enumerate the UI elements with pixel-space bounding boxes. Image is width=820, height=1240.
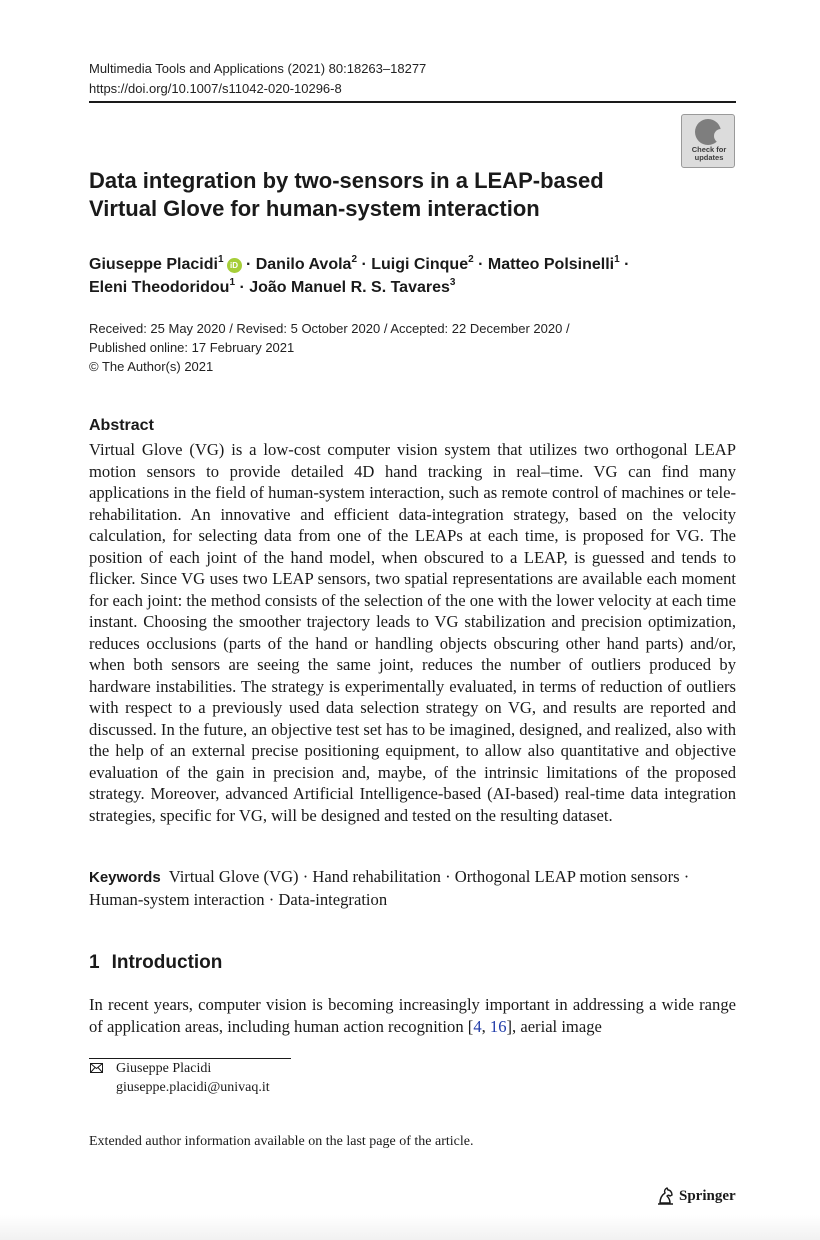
section-heading [89,950,222,976]
title-line-1: Data integration by two-sensors in a LEAP-based [89,168,604,193]
check-for-updates-icon [695,119,721,145]
title-line-2: Virtual Glove for human-system interaction [89,196,540,221]
citation-link[interactable]: 16 [489,1016,507,1036]
author-affiliation: 1 [217,253,224,265]
extended-author-info: Extended author information available on the last page of the article. [89,1134,474,1149]
author-name[interactable]: Luigi Cinque [371,256,469,273]
section-number: 1 [89,952,100,973]
envelope-icon [90,1063,103,1073]
author-affiliation: 1 [614,253,620,265]
corresponding-author-name: Giuseppe Placidi [116,1061,212,1076]
corresponding-author-email[interactable]: giuseppe.placidi@univaq.it [116,1080,270,1095]
abstract-heading: Abstract [89,417,154,434]
doi-link[interactable]: https://doi.org/10.1007/s11042-020-10296-8 [89,81,342,96]
springer-horse-icon [656,1186,676,1206]
keywords-text: Virtual Glove (VG) · Hand rehabilitation · Orthogonal LEAP motion sensors · Human-system interaction · Data-integration [89,867,690,909]
copyright-line: © The Author(s) 2021 [89,359,214,374]
intro-paragraph [89,994,736,1037]
intro-text-end: ], aerial image [506,1016,602,1036]
badge-label-2: updates [694,153,724,162]
author-name[interactable]: Giuseppe Placidi [89,256,218,273]
author-name[interactable]: João Manuel R. S. Tavares [249,279,450,296]
dates-line-2: Published online: 17 February 2021 [89,340,295,355]
dates-line-1: Received: 25 May 2020 / Revised: 5 October 2020 / Accepted: 22 December 2020 / [89,321,570,336]
author-affiliation: 2 [351,253,357,265]
author-affiliation: 1 [229,276,235,288]
abstract-text: Virtual Glove (VG) is a low-cost computer vision system that utilizes two orthogonal LEAP motion sensors to provide detailed 4D hand tracking in real–time. VG can find many applications in the field of human-system interaction, such as remote control of machines or tele-rehabilitation. An innovative and efficient data-integration strategy, based on the velocity calculation, for selecting data from one of the LEAPs at each time, is proposed for VG. The position of each joint of the hand model, when obscured to a LEAP, is guessed and tends to flicker. Since VG uses two LEAP sensors, two spatial representations are available each moment for each joint: the method consists of the selection of the one with the lower velocity at each time instant. Choosing the smoother trajectory leads to VG stabilization and precision optimization, reduces occlusions (parts of the hand or handling objects obscuring other hand parts) and/or, when both sensors are seeing the same joint, reduces the number of outliers produced by hardware instabilities. The strategy is experimentally evaluated, in terms of reduction of outliers with respect to a previously used data selection strategy on VG, and results are reported and discussed. In the future, an objective test set has to be imagined, designed, and realized, also with the help of an external precise positioning equipment, to allow also quantitative and objective evaluation of the gain in precision and, maybe, of the intrinsic limitations of the proposed strategy. Moreover, advanced Artificial Intelligence-based (AI-based) real-time data integration strategies, specific for VG, will be designed and tested on the resulting dataset. [89,440,736,825]
keywords-label: Keywords [89,869,161,886]
publisher-name: Springer [679,1187,736,1204]
orcid-icon[interactable]: iD [227,258,242,273]
footnote-rule [89,1058,291,1059]
author-affiliation: 3 [449,276,456,288]
section-title: Introduction [111,952,223,973]
badge-label-1: Check for [691,145,727,154]
publisher-logo [656,1185,736,1207]
keywords-block [89,866,736,910]
publication-dates [89,319,570,376]
citation-separator: , [481,1016,490,1036]
journal-header [89,59,426,99]
page-bottom-shade [0,1215,820,1240]
author-list: Giuseppe Placidi$^1$iD · Danilo Avola$^2$ · Luigi Cinque$^2$ · Matteo Polsinelli$^1$ · Eleni Theodoridou$^1$ · João Manuel R. S. Tavares$^3$ [89,253,630,296]
author-name[interactable]: Danilo Avola [255,256,352,273]
header-rule [89,101,736,103]
citation-link[interactable]: 4 [473,1016,482,1036]
author-name[interactable]: Matteo Polsinelli [487,256,615,273]
author-name[interactable]: Eleni Theodoridou [89,279,230,296]
intro-text: In recent years, computer vision is becoming increasingly important in addressing a wide range of application areas, including human action recognition [ [89,995,736,1036]
journal-citation: Multimedia Tools and Applications (2021) 80:18263–18277 [89,61,427,76]
check-for-updates-badge[interactable] [681,114,735,168]
article-title [89,167,679,223]
author-affiliation: 2 [468,253,474,265]
